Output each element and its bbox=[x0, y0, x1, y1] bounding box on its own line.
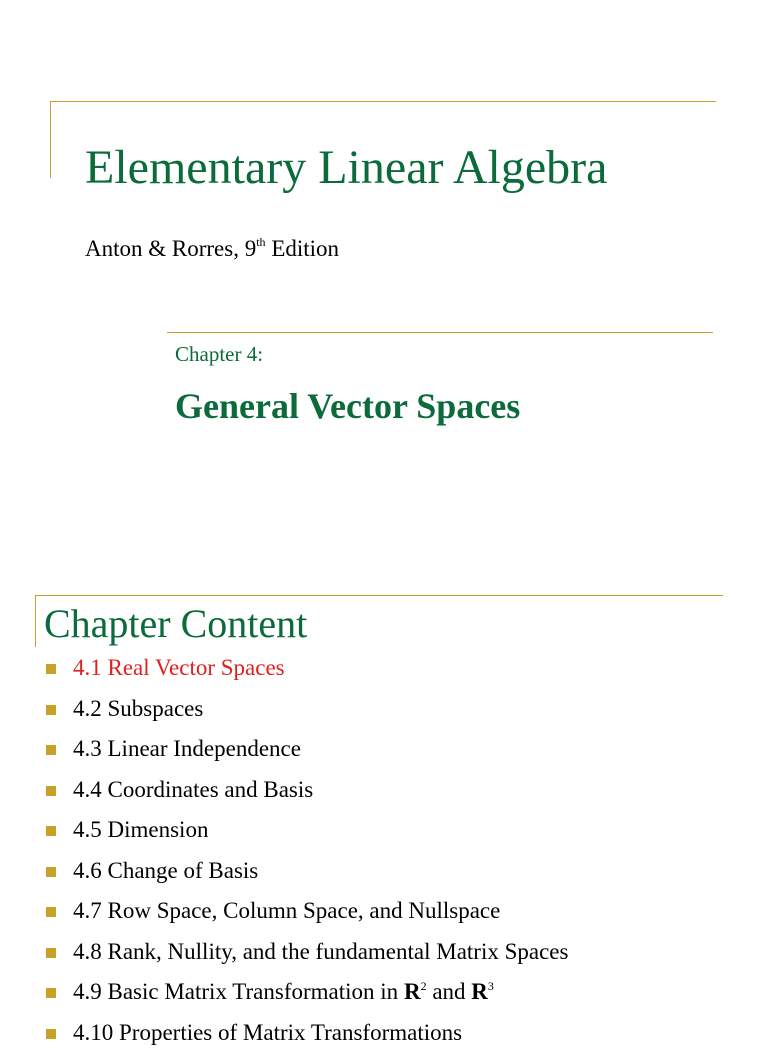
square-bullet-icon bbox=[46, 745, 56, 755]
square-bullet-icon bbox=[46, 907, 56, 917]
list-item[interactable] bbox=[0, 851, 768, 892]
square-bullet-icon bbox=[46, 948, 56, 958]
list-item[interactable] bbox=[0, 932, 768, 973]
list-item[interactable] bbox=[0, 891, 768, 932]
list-item[interactable] bbox=[0, 729, 768, 770]
list-item-label bbox=[73, 979, 494, 1004]
chapter-divider-line bbox=[167, 332, 713, 333]
title-frame-left-line bbox=[50, 101, 51, 178]
list-item-label: 4.6 Change of Basis bbox=[73, 858, 258, 883]
square-bullet-icon bbox=[46, 988, 56, 998]
list-item[interactable] bbox=[0, 1013, 768, 1053]
r-symbol: R bbox=[404, 979, 421, 1004]
book-subtitle bbox=[85, 234, 339, 264]
list-item-label: 4.4 Coordinates and Basis bbox=[73, 777, 313, 802]
subtitle-authors: Anton & Rorres, 9 bbox=[85, 236, 256, 261]
content-frame-top-line bbox=[35, 595, 723, 596]
list-item-label: 4.5 Dimension bbox=[73, 817, 208, 842]
square-bullet-icon bbox=[46, 867, 56, 877]
chapter-content-list bbox=[0, 648, 768, 1053]
list-item-label-text: and bbox=[427, 979, 472, 1004]
list-item-label: 4.3 Linear Independence bbox=[73, 736, 301, 761]
book-title: Elementary Linear Algebra bbox=[85, 140, 607, 196]
square-bullet-icon bbox=[46, 786, 56, 796]
square-bullet-icon bbox=[46, 705, 56, 715]
subtitle-ordinal: th bbox=[256, 235, 265, 249]
chapter-title: General Vector Spaces bbox=[175, 384, 520, 428]
list-item[interactable] bbox=[0, 972, 768, 1013]
r-symbol: R bbox=[471, 979, 488, 1004]
r-superscript: 2 bbox=[421, 979, 427, 993]
content-frame-left-line bbox=[35, 595, 36, 647]
list-item-label-text: 4.9 Basic Matrix Transformation in bbox=[73, 979, 404, 1004]
list-item[interactable] bbox=[0, 689, 768, 730]
chapter-content-title: Chapter Content bbox=[44, 601, 307, 647]
title-frame-top-line bbox=[50, 101, 716, 102]
list-item-label: 4.10 Properties of Matrix Transformations bbox=[73, 1020, 462, 1045]
square-bullet-icon bbox=[46, 664, 56, 674]
list-item-label: 4.2 Subspaces bbox=[73, 696, 203, 721]
list-item[interactable] bbox=[0, 770, 768, 811]
chapter-label: Chapter 4: bbox=[175, 340, 263, 368]
subtitle-edition: Edition bbox=[266, 236, 339, 261]
r-superscript: 3 bbox=[488, 979, 494, 993]
list-item[interactable] bbox=[0, 648, 768, 689]
list-item-label: 4.1 Real Vector Spaces bbox=[73, 655, 285, 680]
list-item-label: 4.7 Row Space, Column Space, and Nullspace bbox=[73, 898, 500, 923]
square-bullet-icon bbox=[46, 1029, 56, 1039]
list-item-label: 4.8 Rank, Nullity, and the fundamental Matrix Spaces bbox=[73, 939, 568, 964]
list-item[interactable] bbox=[0, 810, 768, 851]
square-bullet-icon bbox=[46, 826, 56, 836]
